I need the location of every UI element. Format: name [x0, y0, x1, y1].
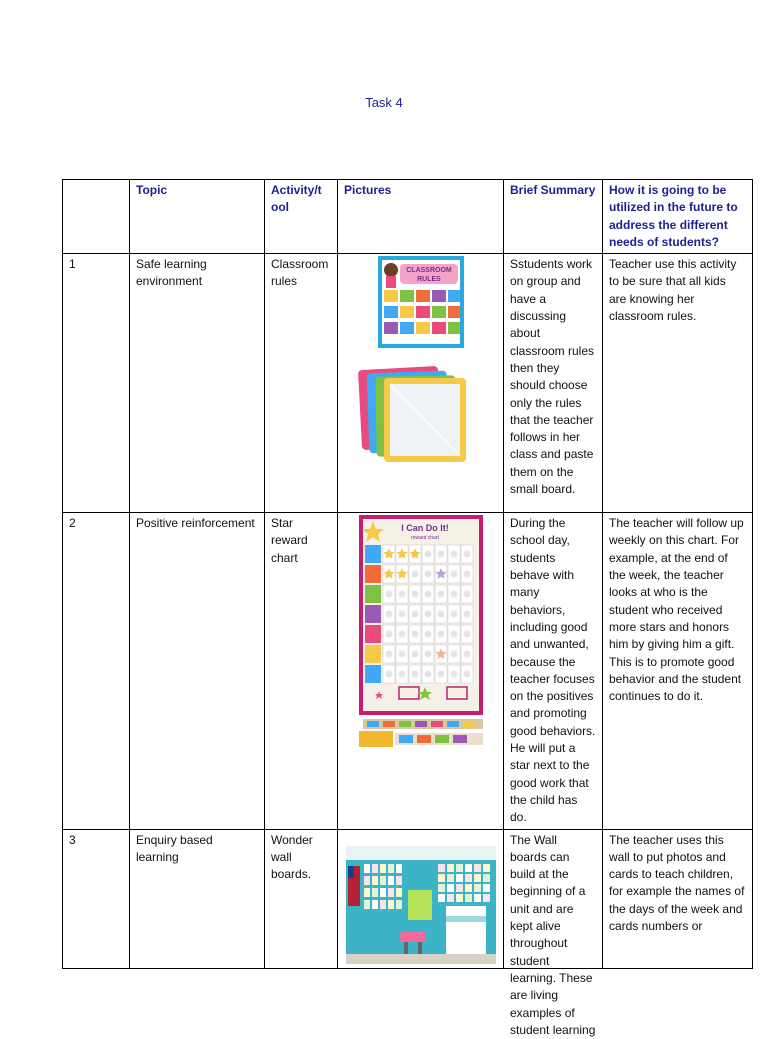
row-future — [603, 829, 753, 968]
task-table — [62, 179, 753, 1037]
wonder-wall-classroom-image — [346, 846, 496, 964]
table-row — [63, 513, 753, 829]
row-summary: During the school day, students behave with many behaviors, including good and unwanted, because the teacher focuses on the positives and promoting good behaviors. He will put a star next to the good work that the child has do. — [504, 513, 603, 829]
row-future: The teacher will follow up weekly on this chart. For example, at the end of the week, the teacher looks at who is the student who received more stars and honors him by giving him a gift. This is to promote good behavior and the student continues to do it. — [603, 513, 753, 829]
row-activity: Wonder wall boards. — [265, 829, 338, 968]
header-activity: Activity/t ool — [265, 180, 338, 254]
row-activity: Star reward chart — [265, 513, 338, 829]
chart-subtitle: reward chart — [410, 535, 439, 542]
row-topic: Safe learning environment — [130, 254, 265, 513]
header-summary: Brief Summary — [504, 180, 603, 254]
row-pictures — [338, 513, 504, 829]
page-title: Task 4 — [365, 95, 403, 110]
row-pictures — [338, 829, 504, 968]
small-whiteboards-image — [356, 366, 486, 466]
classroom-rules-poster-image — [378, 256, 464, 348]
row-activity: Classroom rules — [265, 254, 338, 513]
table-row — [63, 829, 753, 968]
header-topic: Topic — [130, 180, 265, 254]
header-pictures: Pictures — [338, 180, 504, 254]
row-number: 2 — [63, 513, 130, 829]
row-number: 1 — [63, 254, 130, 513]
header-num — [63, 180, 130, 254]
table-header-row — [63, 180, 753, 254]
row-topic: Positive reinforcement — [130, 513, 265, 829]
poster-title-line2: RULES — [416, 276, 441, 284]
row-topic: Enquiry based learning — [130, 829, 265, 968]
poster-title-line1: CLASSROOM — [405, 267, 452, 275]
row-number: 3 — [63, 829, 130, 968]
row-future-text: The teacher uses this wall to put photos and cards to teach children, for example the names of the days of the week and cards numbers or — [609, 832, 745, 934]
row-summary — [504, 829, 603, 1037]
row-summary-text: The Wall boards can build at the beginning of a unit and are kept alive throughout student learning. These are living examples of student learning — [510, 832, 596, 1037]
header-future: How it is going to be utilized in the future to address the different needs of students? — [603, 180, 753, 254]
table-row — [63, 254, 753, 513]
star-reward-chart-image — [359, 515, 483, 751]
row-future: Teacher use this activity to be sure that all kids are knowing her classroom rules. — [603, 254, 753, 513]
chart-title: I Can Do It! — [400, 523, 449, 534]
row-summary: Sstudents work on group and have a discussing about classroom rules then they should choose only the rules that the teacher follows in her class and paste them on the small board. — [504, 254, 603, 513]
row-pictures — [338, 254, 504, 513]
